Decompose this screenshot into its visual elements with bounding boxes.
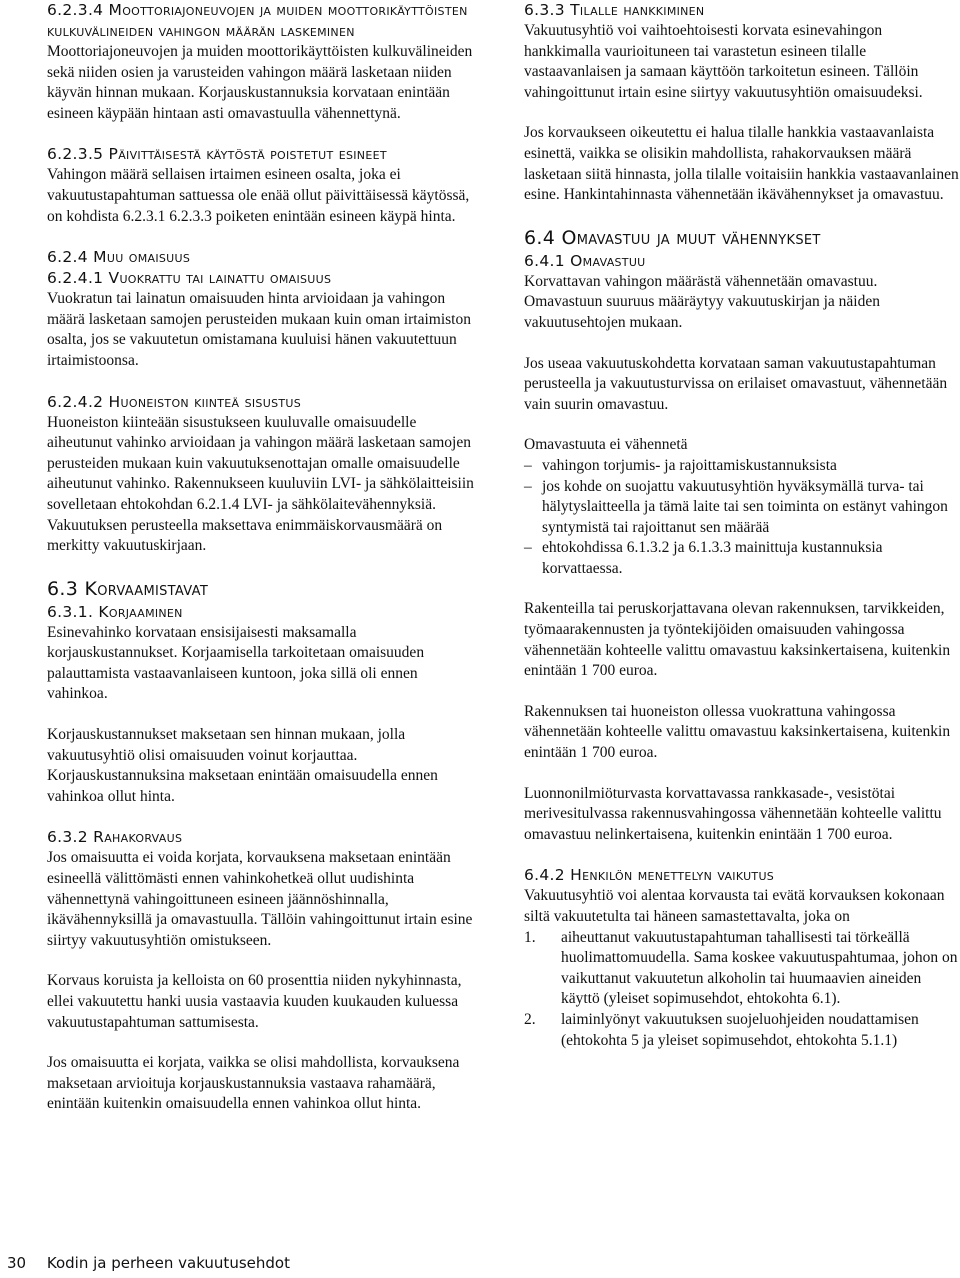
left-column [47, 0, 480, 1115]
list-item [524, 928, 959, 1010]
list-text: laiminlyönyt vakuutuksen suojeluohjeiden noudattamisen (ehtokohta 5 ja yleiset sopimusehdot, ehtokohta 5.1.1) [561, 1010, 919, 1049]
heading-6-2-4-1: 6.2.4.1 Vuokrattu tai lainattu omaisuus [47, 269, 332, 288]
heading-6-2-3-5: 6.2.3.5 Päivittäisestä käytöstä poistetut esineet [47, 145, 387, 164]
heading-6-3-1: 6.3.1. Korjaaminen [47, 602, 183, 621]
paragraph-6-2-3-4: Moottoriajoneuvojen ja muiden moottorikäyttöisten kulkuvälineiden sekä niiden osien ja varusteiden vahingon määrä lasketaan niiden käyvän hinnan mukaan. Korjauskustannuksia korvataan enintään esineen käypään hintaan asti omavastuulla vähennettynä. [47, 43, 473, 122]
conduct-list [524, 928, 959, 1052]
paragraph-6-3-3-a: Vakuutusyhtiö voi vaihtoehtoisesti korvata esinevahingon hankkimalla vaurioituneen tai varastetun esineen tilalle vastaavanlaisen ja samaan käyttöön tarkoitetun esineen. Tällöin vahingoittunut irtain esine siirtyy vakuutusyhtiön omaisuudeksi. [524, 22, 923, 101]
paragraph-6-2-4-1: Vuokratun tai lainatun omaisuuden hinta arvioidaan ja vahingon määrä lasketaan samojen perusteiden mukaan kuin oman irtaimiston osalta, jos se vakuutetun omistamana kuuluisi hänen vakuutettuun irtaimistoonsa. [47, 290, 471, 369]
paragraph-6-4-1-a: Korvattavan vahingon määrästä vähennetään omavastuu. Omavastuun suuruus määräytyy vakuutuskirjan ja näiden vakuutusehtojen mukaan. [524, 272, 880, 331]
list-item: – jos kohde on suojattu vakuutusyhtiön hyväksymällä turva- tai hälytyslaitteella ja tämä laite tai sen toiminta on estänyt vahingon syntymistä tai rajoittanut sen määrää [524, 477, 959, 539]
paragraph-6-3-2-a: Jos omaisuutta ei voida korjata, korvauksena maksetaan enintään esineellä välittömästi ennen vahinkohetkeä ollut uudishinta vähennettynä vahingoittuneen esineen jäännöshinnalla, ikävähennyksillä ja omavastuulla. Tällöin vahingoittunut irtain esine siirtyy vakuutusyhtiön omistukseen. [47, 849, 473, 949]
heading-6-4: 6.4 Omavastuu ja muut vähennykset [524, 226, 821, 249]
heading-6-4-1: 6.4.1 Omavastuu [524, 251, 646, 270]
page-footer [7, 1254, 290, 1272]
list-item [524, 1010, 959, 1051]
paragraph-6-3-1-b: Korjauskustannukset maksetaan sen hinnan mukaan, jolla vakuutusyhtiö olisi omaisuuden voinut korjauttaa. Korjauskustannuksina maksetaan enintään omaisuudella ennen vahinkoa ollut hinta. [47, 726, 438, 805]
right-column [524, 0, 959, 1051]
paragraph-6-2-4-2: Huoneiston kiinteään sisustukseen kuuluvalle omaisuudelle aiheutunut vahinko arvioidaan ja vahingon määrä lasketaan samojen perusteiden mukaan kuin vakuutuksenottajan omalle omaisuudelle aiheutunut vahinko. Rakennukseen kuuluviin LVI- ja sähkölaitteisiin sovelletaan ehtokohdan 6.2.1.4 LVI- ja sähkölaitevähennyksiä. Vakuutuksen perusteella maksettava enimmäiskorvausmäärä on merkitty vakuutuskirjaan. [47, 413, 474, 555]
document-title: Kodin ja perheen vakuutusehdot [46, 1254, 290, 1272]
heading-6-3: 6.3 Korvaamistavat [47, 577, 209, 600]
list-item: – vahingon torjumis- ja rajoittamiskustannuksista [524, 456, 959, 477]
heading-6-3-3: 6.3.3 Tilalle hankkiminen [524, 1, 705, 19]
paragraph-6-2-3-5: Vahingon määrä sellaisen irtaimen esineen osalta, joka ei vakuutustapahtuman sattuessa ole enää ollut päivittäisessä käytössä, on kohdista 6.2.3.1 6.2.3.3 poiketen enintään esineen käypä hinta. [47, 166, 470, 225]
heading-6-4-2: 6.4.2 Henkilön menettelyn vaikutus [524, 866, 775, 885]
heading-6-2-3-4: 6.2.3.4 Moottoriajoneuvojen ja muiden moottorikäyttöisten kulkuvälineiden vahingon määrän laskeminen [47, 1, 468, 40]
paragraph-6-3-1-a: Esinevahinko korvataan ensisijaisesti maksamalla korjauskustannukset. Korjaamisella tarkoitetaan omaisuuden palauttamista vastaavanlaiseen kuntoon, joka sillä oli ennen vahinkoa. [47, 623, 425, 703]
list-text: aiheuttanut vakuutustapahtuman tahallisesti tai törkeällä huolimattomuudella. Sama koskee vakuutuspahtumaa, johon on vaikuttanut vakuutetun alkoholin tai huumaavien aineiden käyttö (yleiset sopimusehdot, ehtokohta 6.1). [561, 928, 958, 1008]
heading-6-2-4-2: 6.2.4.2 Huoneiston kiinteä sisustus [47, 392, 302, 411]
heading-6-2-4: 6.2.4 Muu omaisuus [47, 248, 191, 267]
paragraph-6-4-1-f: Luonnonilmiöturvasta korvattavassa rankkasade-, vesistötai merivesitulvassa rakennusvahingossa vähennetään kohteelle valittu omavastuu nelinkertaisena, kuitenkin enintään 1 700 euroa. [524, 784, 942, 843]
paragraph-6-4-1-intro: Omavastuuta ei vähennetä [524, 436, 688, 454]
paragraph-6-3-2-b: Korvaus koruista ja kelloista on 60 prosenttia niiden nykyhinnasta, ellei vakuutettu hanki uusia vastaavia kuuden kuukauden kuluessa vakuutustapahtuman sattumisesta. [47, 972, 462, 1031]
heading-6-3-2: 6.3.2 Rahakorvaus [47, 828, 183, 847]
list-item: – ehtokohdissa 6.1.3.2 ja 6.1.3.3 mainittuja kustannuksia korvattaessa. [524, 538, 959, 579]
paragraph-6-4-1-b: Jos useaa vakuutuskohdetta korvataan saman vakuutustapahtuman perusteella ja vakuutusturvissa on erilaiset omavastuut, vähennetään vain suurin omavastuu. [524, 354, 948, 413]
paragraph-6-4-1-e: Rakennuksen tai huoneiston ollessa vuokrattuna vahingossa vähennetään kohteelle valittu omavastuu kaksinkertaisena, kuitenkin enintään 1 700 euroa. [524, 702, 951, 762]
paragraph-6-4-2: Vakuutusyhtiö voi alentaa korvausta tai evätä korvauksen kokonaan siltä vakuutetulta tai häneen samastettavalta, joka on [524, 887, 945, 925]
list-number: 2. [524, 1010, 536, 1028]
page-number: 30 [7, 1254, 27, 1272]
deductible-exceptions-list [524, 456, 959, 580]
paragraph-6-3-3-b: Jos korvaukseen oikeutettu ei halua tilalle hankkia vastaavanlaista esinettä, vaikka se olisikin mahdollista, rahakorvauksen määrä lasketaan siitä hinnasta, jolla tilalle voitaisiin hankkia vastaavanlainen esine. Hankintahinnasta vähennetään ikävähennykset ja omavastuu. [524, 124, 959, 204]
paragraph-6-3-2-c: Jos omaisuutta ei korjata, vaikka se olisi mahdollista, korvauksena maksetaan arvioituja korjauskustannuksia vastaava rahamäärä, enintään kuitenkin omaisuudella ennen vahinkoa ollut hinta. [47, 1054, 460, 1113]
paragraph-6-4-1-d: Rakenteilla tai peruskorjattavana olevan rakennuksen, tarvikkeiden, työmaarakennusten ja työntekijöiden omaisuuden vahingossa vähennetään kohteelle valittu omavastuu kaksinkertaisena, kuitenkin enintään 1 700 euroa. [524, 600, 951, 680]
list-number: 1. [524, 928, 536, 946]
